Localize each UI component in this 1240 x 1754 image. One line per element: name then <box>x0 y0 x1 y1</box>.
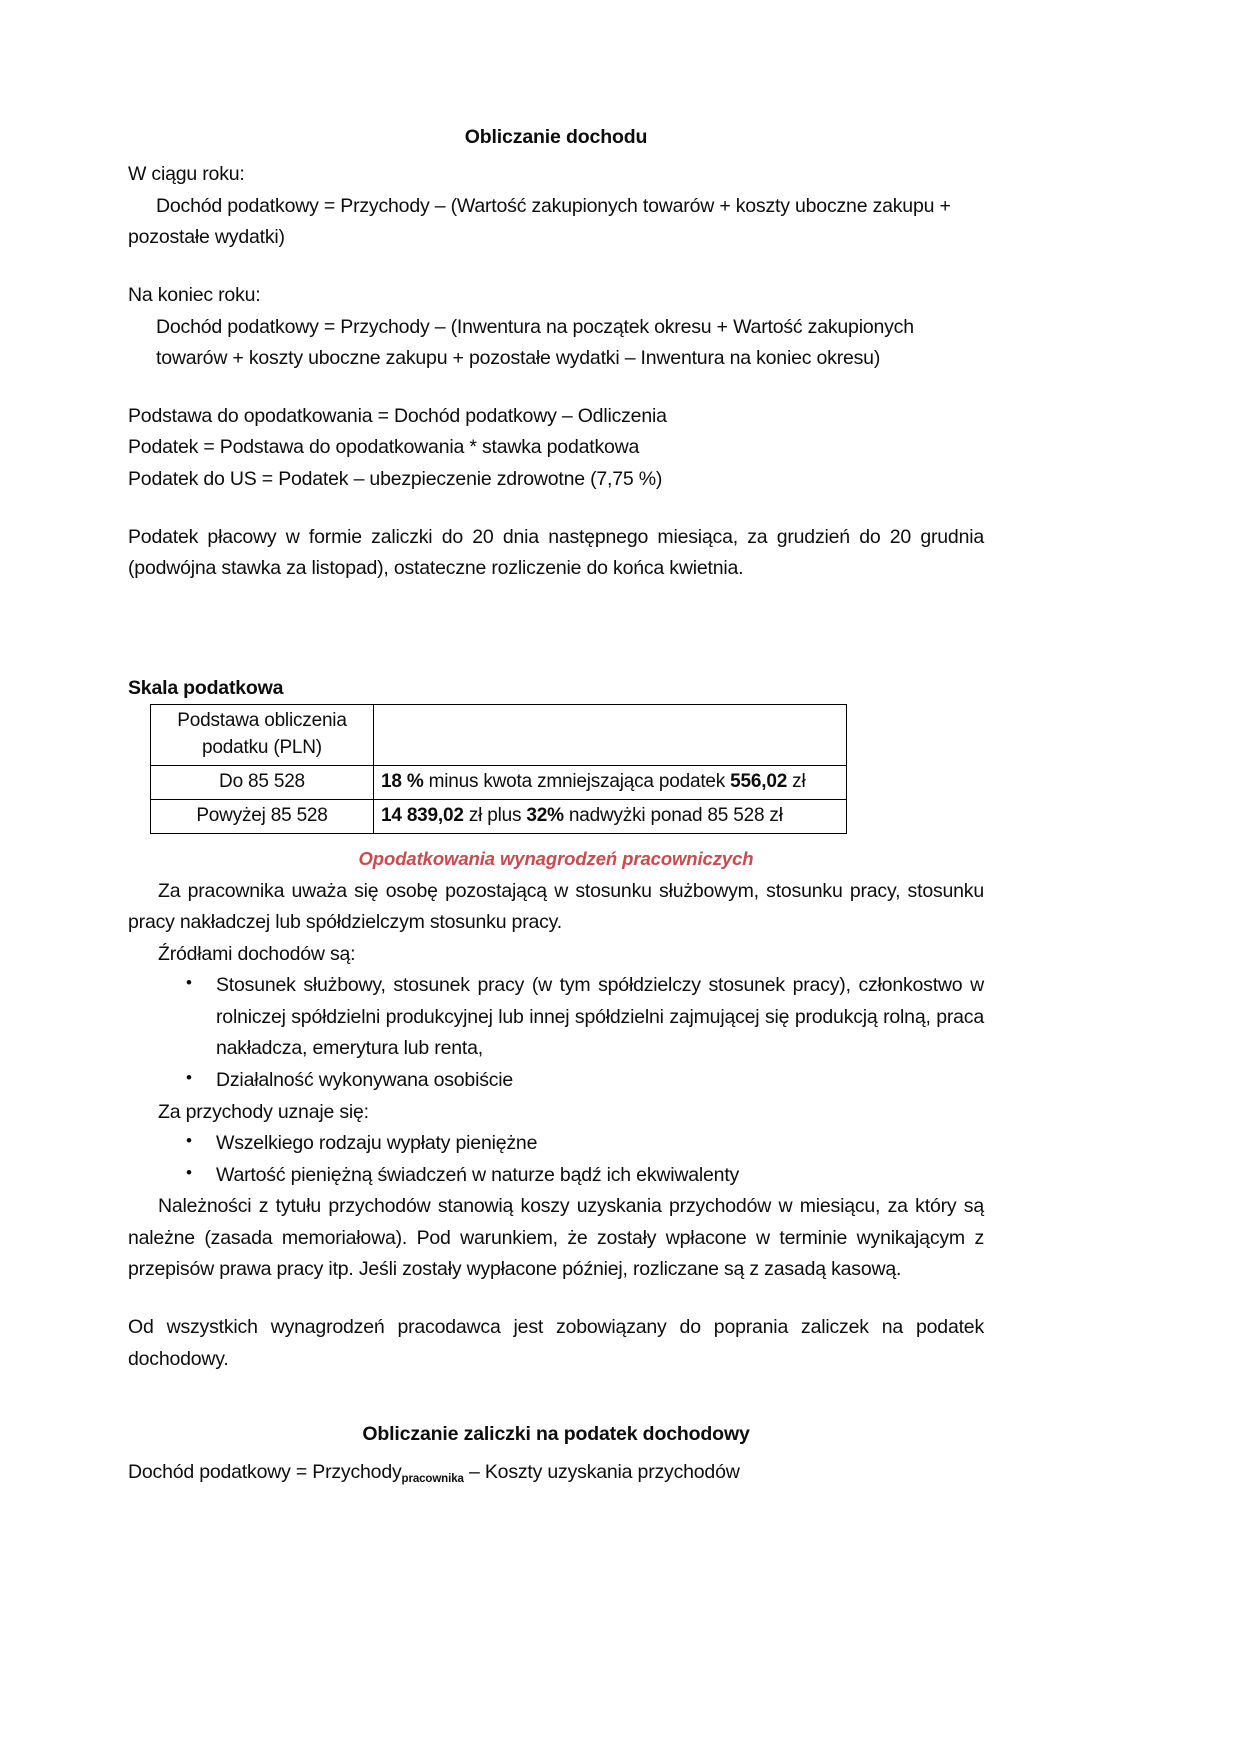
formula-tax-base: Podstawa do opodatkowania = Dochód podatkowy – Odliczenia <box>128 404 667 427</box>
year-end-label: Na koniec roku: <box>128 284 261 307</box>
sources-list <box>128 970 984 1096</box>
tax-scale-heading: Skala podatkowa <box>128 676 284 699</box>
table-cell-rate <box>374 765 847 799</box>
document-content <box>128 124 984 1488</box>
table-header-rate <box>374 704 847 765</box>
tax-scale-table <box>150 704 847 834</box>
year-end-formula-line-2: towarów + koszty uboczne zakupu + pozostałe wydatki – Inwentura na koniec okresu) <box>156 347 881 370</box>
employee-taxation-intro: Za pracownika uważa się osobę pozostającą w stosunku służbowym, stosunku pracy, stosunku pracy nakładczej lub spółdzielczym stosunku pracy. <box>128 879 984 934</box>
spacer <box>128 834 984 848</box>
spacer <box>128 1286 984 1312</box>
formula-tax: Podatek = Podstawa do opodatkowania * stawka podatkowa <box>128 436 640 459</box>
rate-bold-second: 556,02 <box>730 770 788 792</box>
spacer <box>128 254 984 280</box>
spacer <box>128 1375 984 1421</box>
list-item: • Stosunek służbowy, stosunek pracy (w tym spółdzielczy stosunek pracy), członkostwo w rolniczej spółdzielni produkcyjnej lub innej spółdzielni zajmującej się produkcją rolną, praca nakładcza, emerytura lub renta, <box>216 970 984 1065</box>
list-item: • Działalność wykonywana osobiście <box>216 1065 984 1097</box>
formula-tax-to-us: Podatek do US = Podatek – ubezpieczenie zdrowotne (7,75 %) <box>128 467 663 490</box>
revenues-label: Za przychody uznaje się: <box>158 1100 369 1123</box>
receivables-note: Należności z tytułu przychodów stanowią koszy uzyskania przychodów w miesiącu, za który są należne (zasada memoriałowa). Pod warunkiem, że zostały wpłacone w terminie wynikającym z przepisów prawa pracy itp. Jeśli zostały wypłacone później, rozliczane są z zasadą kasową. <box>128 1195 984 1281</box>
table-row <box>151 799 847 833</box>
sources-label: Źródłami dochodów są: <box>158 942 356 965</box>
during-year-formula-line-2: pozostałe wydatki) <box>128 226 285 249</box>
rate-bold-first: 14 839,02 <box>381 804 464 826</box>
advance-formula-prefix: Dochód podatkowy = Przychody <box>128 1460 402 1483</box>
spacer <box>128 375 984 401</box>
table-row <box>151 765 847 799</box>
table-header-basis-line-1: Podstawa obliczenia <box>177 709 347 731</box>
advance-formula <box>128 1457 984 1489</box>
advance-heading: Obliczanie zaliczki na podatek dochodowy <box>362 1423 750 1446</box>
spacer <box>128 496 984 522</box>
revenues-list <box>128 1128 984 1191</box>
list-item: • Wszelkiego rodzaju wypłaty pieniężne <box>216 1128 984 1160</box>
during-year-formula-line-1: Dochód podatkowy = Przychody – (Wartość zakupionych towarów + koszty uboczne zakupu + <box>156 194 951 217</box>
payment-note: Podatek płacowy w formie zaliczki do 20 dnia następnego miesiąca, za grudzień do 20 grudnia (podwójna stawka za listopad), ostateczne rozliczenie do końca kwietnia. <box>128 525 984 580</box>
year-end-formula-line-1: Dochód podatkowy = Przychody – (Inwentura na początek okresu + Wartość zakupionych <box>156 315 914 338</box>
rate-middle: zł plus <box>463 804 527 826</box>
rate-tail: nadwyżki ponad 85 528 zł <box>563 804 783 826</box>
employee-taxation-heading: Opodatkowania wynagrodzeń pracowniczych <box>358 847 754 869</box>
table-header-basis <box>151 704 374 765</box>
table-cell-threshold: Powyżej 85 528 <box>151 799 374 833</box>
during-year-label: W ciągu roku: <box>128 163 245 186</box>
rate-middle: minus kwota zmniejszająca podatek <box>423 770 731 792</box>
table-row <box>151 704 847 765</box>
rate-bold-first: 18 % <box>381 770 424 792</box>
list-item: • Wartość pieniężną świadczeń w naturze bądź ich ekwiwalenty <box>216 1160 984 1192</box>
advance-formula-subscript: pracownika <box>401 1472 464 1485</box>
table-cell-rate <box>374 799 847 833</box>
page-title: Obliczanie dochodu <box>464 126 648 148</box>
table-header-basis-line-2: podatku (PLN) <box>202 736 322 758</box>
advance-formula-suffix: – Koszty uzyskania przychodów <box>463 1460 740 1483</box>
table-cell-threshold: Do 85 528 <box>151 765 374 799</box>
spacer <box>128 585 984 677</box>
rate-bold-second: 32% <box>526 804 564 826</box>
rate-tail: zł <box>787 770 806 792</box>
employer-note: Od wszystkich wynagrodzeń pracodawca jest zobowiązany do poprania zaliczek na podatek dochodowy. <box>128 1316 984 1370</box>
